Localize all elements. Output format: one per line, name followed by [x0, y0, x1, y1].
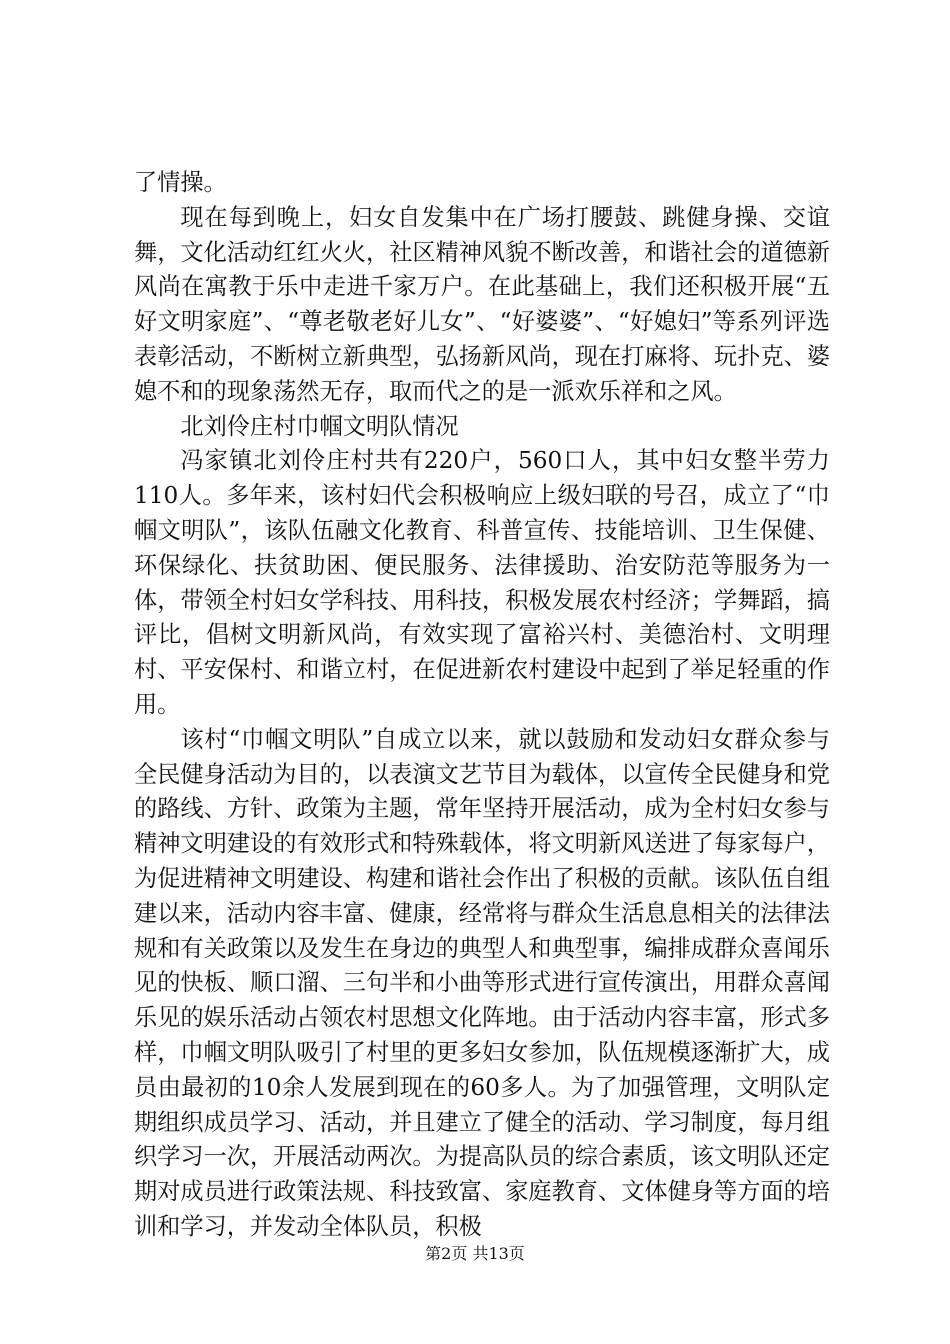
- document-body: [134, 166, 830, 1245]
- page-footer: 第2页 共13页: [425, 1244, 525, 1263]
- paragraph-village-overview: 冯家镇北刘伶庄村共有220户，560口人，其中妇女整半劳力110人。多年来，该村妇代会积极响应上级妇联的号召，成立了“巾帼文明队”，该队伍融文化教育、科普宣传、技能培训、卫生保健、环保绿化、扶贫助困、便民服务、法律援助、治安防范等服务为一体，带领全村妇女学科技、用科技，积极发展农村经济；学舞蹈，搞评比，倡树文明新风尚，有效实现了富裕兴村、美德治村、文明理村、平安保村、和谐立村，在促进新农村建设中起到了举足轻重的作用。: [134, 447, 830, 718]
- paragraph-evening-activities: 现在每到晚上，妇女自发集中在广场打腰鼓、跳健身操、交谊舞，文化活动红红火火，社区精神风貌不断改善，和谐社会的道德新风尚在寓教于乐中走进千家万户。在此基础上，我们还积极开展“五好文明家庭”、“尊老敬老好儿女”、“好婆婆”、“好媳妇”等系列评选表彰活动，不断树立新典型，弘扬新风尚，现在打麻将、玩扑克、婆媳不和的现象荡然无存，取而代之的是一派欢乐祥和之风。: [134, 203, 830, 405]
- paragraph-team-activities: 该村“巾帼文明队”自成立以来，就以鼓励和发动妇女群众参与全民健身活动为目的，以表演文艺节目为载体，以宣传全民健身和党的路线、方针、政策为主题，常年坚持开展活动，成为全村妇女参与精神文明建设的有效形式和特殊载体，将文明新风送进了每家每户，为促进精神文明建设、构建和谐社会作出了积极的贡献。该队伍自组建以来，活动内容丰富、健康，经常将与群众生活息息相关的法律法规和有关政策以及发生在身边的典型人和典型事，编排成群众喜闻乐见的快板、顺口溜、三句半和小曲等形式进行宣传演出，用群众喜闻乐见的娱乐活动占领农村思想文化阵地。由于活动内容丰富，形式多样，巾帼文明队吸引了村里的更多妇女参加，队伍规模逐渐扩大，成员由最初的10余人发展到现在的60多人。为了加强管理，文明队定期组织成员学习、活动，并且建立了健全的活动、学习制度，每月组织学习一次，开展活动两次。为提高队员的综合素质，该文明队还定期对成员进行政策法规、科技致富、家庭教育、文体健身等方面的培训和学习，并发动全体队员，积极: [134, 725, 830, 1240]
- paragraph-continuation: 了情操。: [134, 169, 227, 196]
- section-heading: 北刘伶庄村巾帼文明队情况: [180, 412, 459, 440]
